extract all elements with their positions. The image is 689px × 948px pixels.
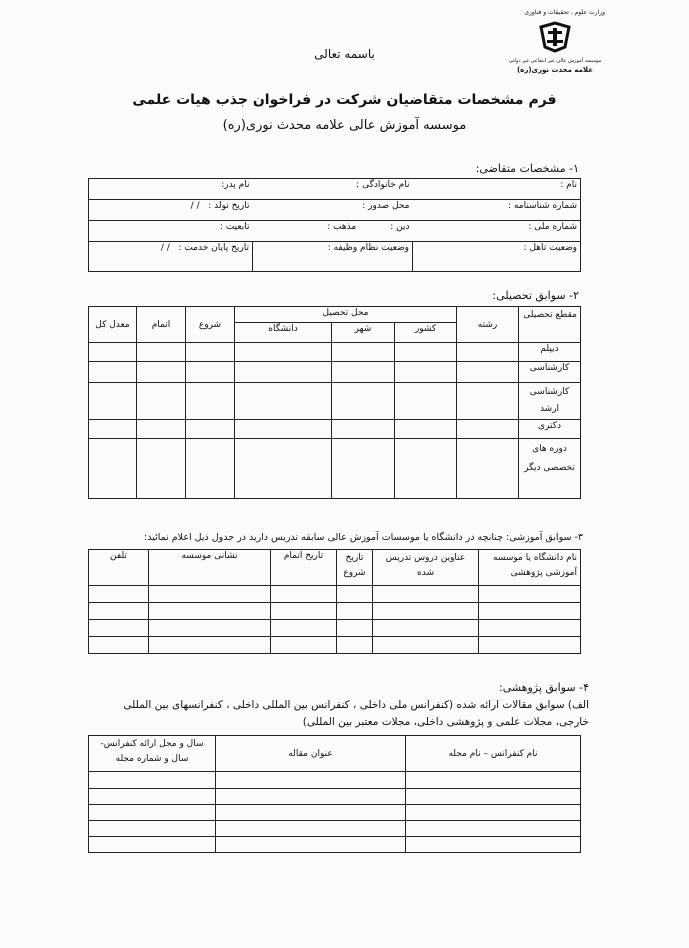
university-cell[interactable]	[235, 343, 332, 362]
city-cell[interactable]	[332, 343, 395, 362]
end-cell[interactable]	[137, 439, 186, 499]
table-row	[89, 603, 581, 620]
cell[interactable]	[271, 586, 337, 603]
gpa-cell[interactable]	[89, 420, 137, 439]
country-cell[interactable]	[395, 362, 457, 383]
table-row	[89, 772, 581, 789]
cell[interactable]	[89, 620, 149, 637]
end-cell[interactable]	[137, 420, 186, 439]
university-cell[interactable]	[235, 439, 332, 499]
gpa-header: معدل کل	[89, 307, 137, 343]
table-row	[89, 821, 581, 837]
table-row	[89, 362, 581, 383]
table-row	[89, 343, 581, 362]
cell[interactable]	[373, 603, 479, 620]
level-cell: کارشناسی ارشد	[519, 383, 581, 420]
education-table	[88, 306, 581, 499]
field-cell[interactable]	[457, 439, 519, 499]
start-cell[interactable]	[186, 343, 235, 362]
institute-name: علامه محدث نوری(ره)	[516, 66, 594, 74]
start-date-header: تاریخ شروع	[337, 550, 373, 586]
field-cell[interactable]	[457, 383, 519, 420]
university-cell[interactable]	[235, 420, 332, 439]
university-header: دانشگاه	[235, 323, 332, 343]
national-id-field[interactable]: شماره ملی :	[413, 221, 581, 242]
cell[interactable]	[479, 620, 581, 637]
level-cell: دکتری	[519, 420, 581, 439]
service-end-slashes: / /	[160, 243, 170, 253]
start-cell[interactable]	[186, 439, 235, 499]
applicant-info-table	[88, 178, 581, 272]
cell[interactable]	[216, 821, 406, 837]
cell[interactable]	[89, 772, 216, 789]
form-subtitle: موسسه آموزش عالی علامه محدث نوری(ره)	[222, 118, 467, 133]
table-row	[89, 242, 581, 272]
gpa-cell[interactable]	[89, 362, 137, 383]
publications-table	[88, 735, 581, 853]
country-cell[interactable]	[395, 343, 457, 362]
cell[interactable]	[89, 603, 149, 620]
service-end-label: تاریخ پایان خدمت :	[178, 243, 249, 253]
id-number-field[interactable]: شماره شناسنامه :	[413, 200, 581, 221]
cell[interactable]	[479, 586, 581, 603]
end-cell[interactable]	[137, 362, 186, 383]
cell[interactable]	[337, 586, 373, 603]
cell[interactable]	[406, 772, 581, 789]
address-header: نشانی موسسه	[149, 550, 271, 586]
teaching-history-table	[88, 549, 581, 654]
cell[interactable]	[89, 586, 149, 603]
cell[interactable]	[337, 603, 373, 620]
table-header-row	[89, 550, 581, 586]
table-row	[89, 789, 581, 805]
cell[interactable]	[337, 637, 373, 654]
cell[interactable]	[149, 637, 271, 654]
level-cell: دوره های تخصصی دیگر	[519, 439, 581, 499]
cell[interactable]	[406, 837, 581, 853]
conference-journal-header: نام کنفرانس – نام مجله	[406, 736, 581, 772]
start-cell[interactable]	[186, 362, 235, 383]
birth-date-field[interactable]	[89, 200, 253, 221]
table-row	[89, 586, 581, 603]
country-cell[interactable]	[395, 439, 457, 499]
gpa-cell[interactable]	[89, 439, 137, 499]
bismillah-heading: باسمه تعالی	[314, 47, 375, 61]
phone-header: تلفن	[89, 550, 149, 586]
sect-label: مذهب :	[327, 222, 357, 232]
section4-title: ۴- سوابق پژوهشی:	[498, 681, 589, 694]
place-header: محل تحصیل	[235, 307, 457, 323]
father-name-field[interactable]: نام پدر:	[89, 179, 253, 200]
end-header: اتمام	[137, 307, 186, 343]
gpa-cell[interactable]	[89, 343, 137, 362]
city-cell[interactable]	[332, 362, 395, 383]
start-cell[interactable]	[186, 420, 235, 439]
birth-date-label: تاریخ تولد :	[208, 201, 250, 211]
last-name-field[interactable]: نام خانوادگی :	[253, 179, 413, 200]
gpa-cell[interactable]	[89, 383, 137, 420]
table-row	[89, 837, 581, 853]
marital-status-field[interactable]: وضعیت تاهل :	[413, 242, 581, 272]
university-cell[interactable]	[235, 383, 332, 420]
cell[interactable]	[89, 805, 216, 821]
year-place-header: سال و محل ارائه کنفرانس- سال و شماره مجله	[89, 736, 216, 772]
cell[interactable]	[406, 821, 581, 837]
table-header-row	[89, 307, 581, 323]
nationality-field[interactable]: تابعیت :	[89, 221, 253, 242]
cell[interactable]	[216, 772, 406, 789]
section2-title: ۲- سوابق تحصیلی:	[492, 289, 579, 302]
table-row	[89, 383, 581, 420]
cell[interactable]	[216, 805, 406, 821]
cell[interactable]	[271, 637, 337, 654]
religion-field[interactable]	[253, 221, 413, 242]
section1-title: ۱- مشخصات متقاضی:	[475, 162, 579, 175]
level-header: مقطع تحصیلی	[519, 307, 581, 343]
cell[interactable]	[373, 586, 479, 603]
table-header-row	[89, 736, 581, 772]
cell[interactable]	[406, 805, 581, 821]
form-title: فرم مشخصات متقاضیان شرکت در فراخوان جذب هیات علمی	[132, 92, 557, 108]
institution-header: نام دانشگاه یا موسسه آموزشی پژوهشی	[479, 550, 581, 586]
cell[interactable]	[89, 637, 149, 654]
military-status-field[interactable]: وضعیت نظام وظیفه :	[253, 242, 413, 272]
ministry-name: وزارت علوم ، تحقیقات و فناوری	[524, 9, 605, 16]
cell[interactable]	[149, 586, 271, 603]
field-cell[interactable]	[457, 343, 519, 362]
cell[interactable]	[216, 789, 406, 805]
section3-title: ۳- سوابق آموزشی: چنانچه در دانشگاه یا موسسات آموزش عالی سابقه تدریس دارید در جدول ذیل اعلام نمائید:	[144, 532, 583, 543]
city-cell[interactable]	[332, 383, 395, 420]
courses-header: عناوین دروس تدریس شده	[373, 550, 479, 586]
country-cell[interactable]	[395, 383, 457, 420]
city-cell[interactable]	[332, 420, 395, 439]
religion-label: دین :	[390, 222, 410, 232]
cell[interactable]	[89, 837, 216, 853]
start-header: شروع	[186, 307, 235, 343]
cell[interactable]	[373, 620, 479, 637]
field-cell[interactable]	[457, 362, 519, 383]
cell[interactable]	[89, 821, 216, 837]
end-cell[interactable]	[137, 343, 186, 362]
birth-date-slashes: / /	[190, 201, 200, 211]
field-header: رشته	[457, 307, 519, 343]
cell[interactable]	[89, 789, 216, 805]
cell[interactable]	[216, 837, 406, 853]
first-name-field[interactable]: نام :	[413, 179, 581, 200]
institute-subtitle: موسسه آموزش عالی غیر انتفاعی غیر دولتی	[508, 58, 602, 64]
table-row	[89, 439, 581, 499]
table-row	[89, 805, 581, 821]
level-cell: کارشناسی	[519, 362, 581, 383]
cell[interactable]	[149, 620, 271, 637]
city-cell[interactable]	[332, 439, 395, 499]
cell[interactable]	[479, 637, 581, 654]
end-date-header: تاریخ اتمام	[271, 550, 337, 586]
cell[interactable]	[149, 603, 271, 620]
institute-logo-block	[505, 8, 605, 75]
cell[interactable]	[406, 789, 581, 805]
start-cell[interactable]	[186, 383, 235, 420]
section4-description: الف) سوابق مقالات ارائه شده (کنفرانس ملی داخلی ، کنفرانس بین المللی داخلی ، کنفرانسهای بین المللی خارجی، مجلات علمی و پژوهشی داخلی، مجلات معتبر بین المللی)	[123, 699, 589, 728]
table-row	[89, 221, 581, 242]
table-row	[89, 420, 581, 439]
country-header: کشور	[395, 323, 457, 343]
table-row	[89, 620, 581, 637]
level-cell: دیپلم	[519, 343, 581, 362]
service-end-date-field[interactable]	[89, 242, 253, 272]
field-cell[interactable]	[457, 420, 519, 439]
table-row	[89, 200, 581, 221]
cell[interactable]	[373, 637, 479, 654]
cell[interactable]	[271, 603, 337, 620]
cell[interactable]	[271, 620, 337, 637]
end-cell[interactable]	[137, 383, 186, 420]
cell[interactable]	[337, 620, 373, 637]
city-header: شهر	[332, 323, 395, 343]
university-cell[interactable]	[235, 362, 332, 383]
article-title-header: عنوان مقاله	[216, 736, 406, 772]
cell[interactable]	[479, 603, 581, 620]
issue-place-field[interactable]: محل صدور :	[253, 200, 413, 221]
country-cell[interactable]	[395, 420, 457, 439]
table-row	[89, 637, 581, 654]
table-row	[89, 179, 581, 200]
